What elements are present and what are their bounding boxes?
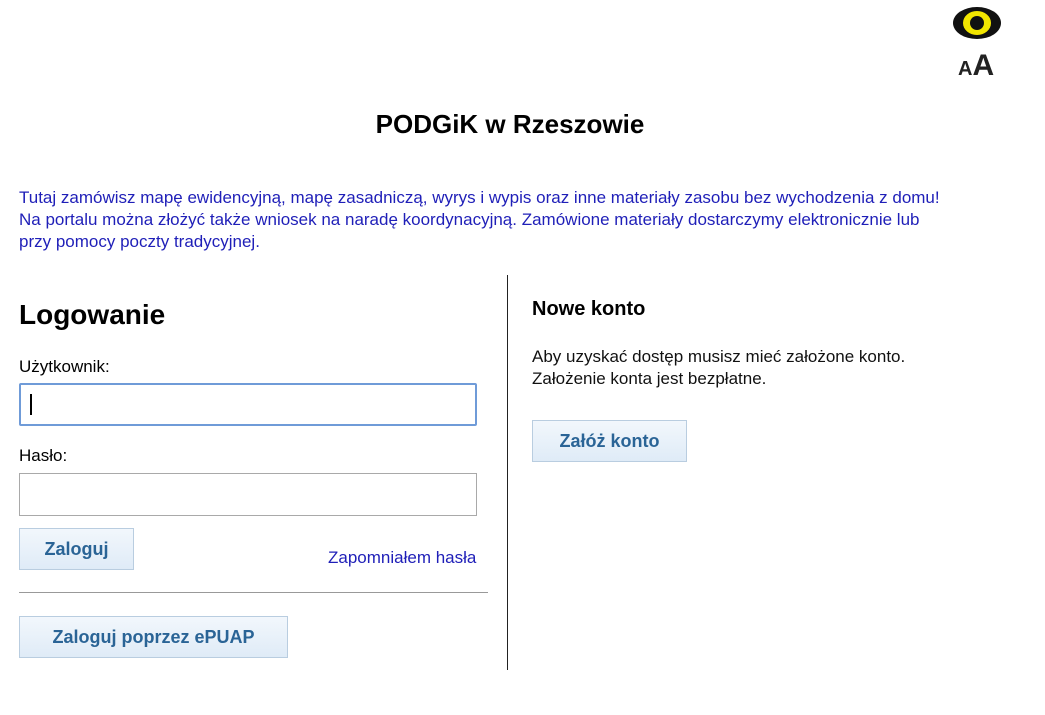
login-title: Logowanie — [19, 299, 166, 330]
page-title: PODGiK w Rzeszowie — [375, 109, 645, 139]
column-divider — [507, 275, 508, 670]
font-size-small-letter: A — [958, 58, 973, 80]
login-button[interactable]: Zaloguj — [19, 528, 134, 570]
font-size-icon[interactable] — [958, 50, 994, 82]
register-button[interactable]: Załóż konto — [532, 420, 687, 462]
login-divider — [19, 592, 488, 593]
intro-text — [19, 187, 1029, 253]
forgot-password-link[interactable]: Zapomniałem hasła — [328, 548, 477, 567]
password-label: Hasło: — [19, 446, 68, 465]
text-caret — [30, 394, 32, 415]
font-size-large-letter: A — [972, 49, 995, 82]
username-input[interactable] — [19, 383, 477, 426]
intro-line-2: Na portalu można złożyć także wniosek na naradę koordynacyjną. Zamówione materiały dostarczymy elektronicznie lub — [19, 210, 920, 229]
password-input[interactable] — [19, 473, 477, 516]
new-account-text-line-2: Założenie konta jest bezpłatne. — [532, 369, 767, 388]
new-account-title: Nowe konto — [532, 298, 646, 320]
username-label: Użytkownik: — [19, 357, 110, 376]
accessibility-toolbar — [952, 6, 1004, 80]
epuap-login-button[interactable]: Zaloguj poprzez ePUAP — [19, 616, 288, 658]
intro-line-1: Tutaj zamówisz mapę ewidencyjną, mapę zasadniczą, wyrys i wypis oraz inne materiały zasobu bez wychodzenia z domu! — [19, 188, 940, 207]
new-account-text — [532, 346, 1002, 390]
new-account-text-line-1: Aby uzyskać dostęp musisz mieć założone konto. — [532, 347, 906, 366]
intro-line-3: przy pomocy poczty tradycyjnej. — [19, 232, 260, 251]
high-contrast-eye-icon[interactable] — [952, 6, 1002, 40]
